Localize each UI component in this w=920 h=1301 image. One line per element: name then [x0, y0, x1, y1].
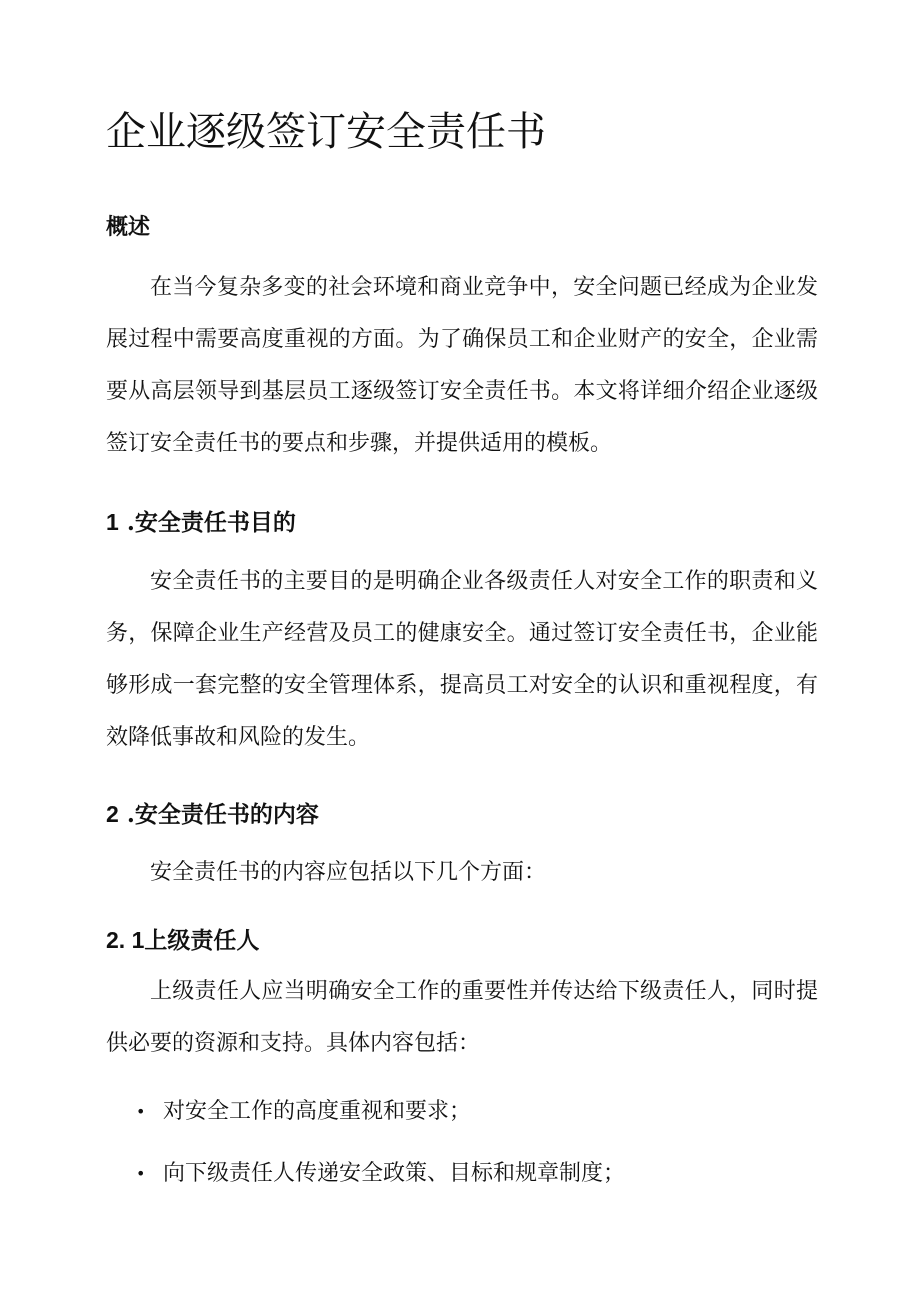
- bullet-icon: •: [136, 1164, 146, 1183]
- list-item-text: 对安全工作的高度重视和要求；: [163, 1099, 472, 1124]
- section-1-label: .安全责任书目的: [126, 509, 296, 536]
- bullet-icon: •: [136, 1102, 146, 1121]
- section-2-heading: [106, 798, 319, 831]
- section-2-1-label: 上级责任人: [144, 927, 260, 954]
- section-1-number: 1: [106, 509, 119, 535]
- list-item: [106, 1158, 818, 1220]
- document-title: 企业逐级签订安全责任书: [106, 109, 546, 155]
- section-1-paragraph: 安全责任书的主要目的是明确企业各级责任人对安全工作的职责和义务，保障企业生产经营及员工的健康安全。通过签订安全责任书，企业能够形成一套完整的安全管理体系，提高员工对安全的认识和重视程度，有效降低事故和风险的发生。: [106, 569, 818, 750]
- responsibility-bullet-list: [106, 1096, 818, 1220]
- overview-heading: 概述: [106, 215, 151, 240]
- list-item: [106, 1096, 818, 1158]
- section-2-1-heading: [106, 924, 259, 957]
- overview-paragraph: 在当今复杂多变的社会环境和商业竞争中，安全问题已经成为企业发展过程中需要高度重视的方面。为了确保员工和企业财产的安全，企业需要从高层领导到基层员工逐级签订安全责任书。本文将详细介绍企业逐级签订安全责任书的要点和步骤，并提供适用的模板。: [106, 275, 818, 456]
- section-2-1-paragraph: 上级责任人应当明确安全工作的重要性并传达给下级责任人，同时提供必要的资源和支持。具体内容包括：: [106, 979, 818, 1056]
- list-item-text: 向下级责任人传递安全政策、目标和规章制度；: [163, 1161, 626, 1186]
- section-2-label: .安全责任书的内容: [126, 801, 319, 828]
- section-2-paragraph: 安全责任书的内容应包括以下几个方面：: [150, 860, 547, 885]
- section-1-heading: [106, 506, 296, 539]
- section-2-number: 2: [106, 801, 119, 827]
- section-2-1-number: 2. 1: [106, 927, 145, 953]
